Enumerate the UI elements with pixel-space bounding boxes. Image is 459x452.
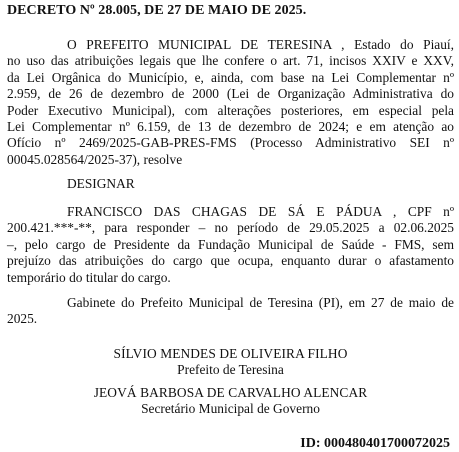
- preamble-line: no uso das atribuições legais que lhe confere o art. 71, incisos XXIV e XXV,: [7, 53, 454, 69]
- designation-line: –, pelo cargo de Presidente da Fundação Municipal de Saúde - FMS, sem: [7, 236, 454, 252]
- signatory-role: Secretário Municipal de Governo: [141, 401, 320, 417]
- decree-action: DESIGNAR: [67, 176, 135, 191]
- closing-line: Gabinete do Prefeito Municipal de Teresina (PI), em 27 de maio de: [67, 295, 454, 310]
- designation-line: temporário do titular do cargo.: [7, 269, 171, 285]
- preamble-line: 00045.028564/2025-37), resolve: [7, 151, 183, 167]
- signature-block-mayor: [7, 346, 454, 379]
- preamble-line: Ofício nº 2469/2025-GAB-PRES-FMS (Processo Administrativo SEI nº: [7, 135, 454, 151]
- document-id: ID: 0004804017000720​25: [300, 436, 450, 451]
- decree-designation: [7, 204, 454, 286]
- decree-preamble: [7, 37, 454, 168]
- preamble-line: O PREFEITO MUNICIPAL DE TERESINA , Estado do Piauí,: [67, 37, 454, 52]
- designation-line: 200.421.***-**, para responder – no período de 29.05.2025 a 02.06.2025: [7, 220, 454, 236]
- signatory-role: Prefeito de Teresina: [177, 362, 284, 378]
- preamble-line: Poder Executivo Municipal), com alterações posteriores, em especial pela: [7, 102, 454, 118]
- signatory-name: JEOVÁ BARBOSA DE CARVALHO ALENCAR: [93, 385, 368, 400]
- closing-line: 2025.: [7, 311, 38, 327]
- designation-line: prejuízo das atribuições do cargo que ocupa, enquanto durar o afastamento: [7, 253, 454, 269]
- signature-block-secretary: [7, 385, 454, 418]
- preamble-line: da Lei Orgânica do Município, e, ainda, com base na Lei Complementar nº: [7, 69, 454, 85]
- designation-line: FRANCISCO DAS CHAGAS DE SÁ E PÁDUA , CPF nº: [67, 204, 454, 219]
- signatory-name: SÍLVIO MENDES DE OLIVEIRA FILHO: [113, 346, 348, 361]
- preamble-line: Lei Complementar nº 6.159, de 13 de dezembro de 2024; e em atenção ao: [7, 119, 454, 135]
- decree-closing: [7, 295, 454, 328]
- preamble-line: 2.959, de 26 de dezembro de 2000 (Lei de Organização Administrativa do: [7, 86, 454, 102]
- decree-title: DECRETO Nº 28.005, DE 27 DE MAIO DE 2025.: [7, 3, 307, 18]
